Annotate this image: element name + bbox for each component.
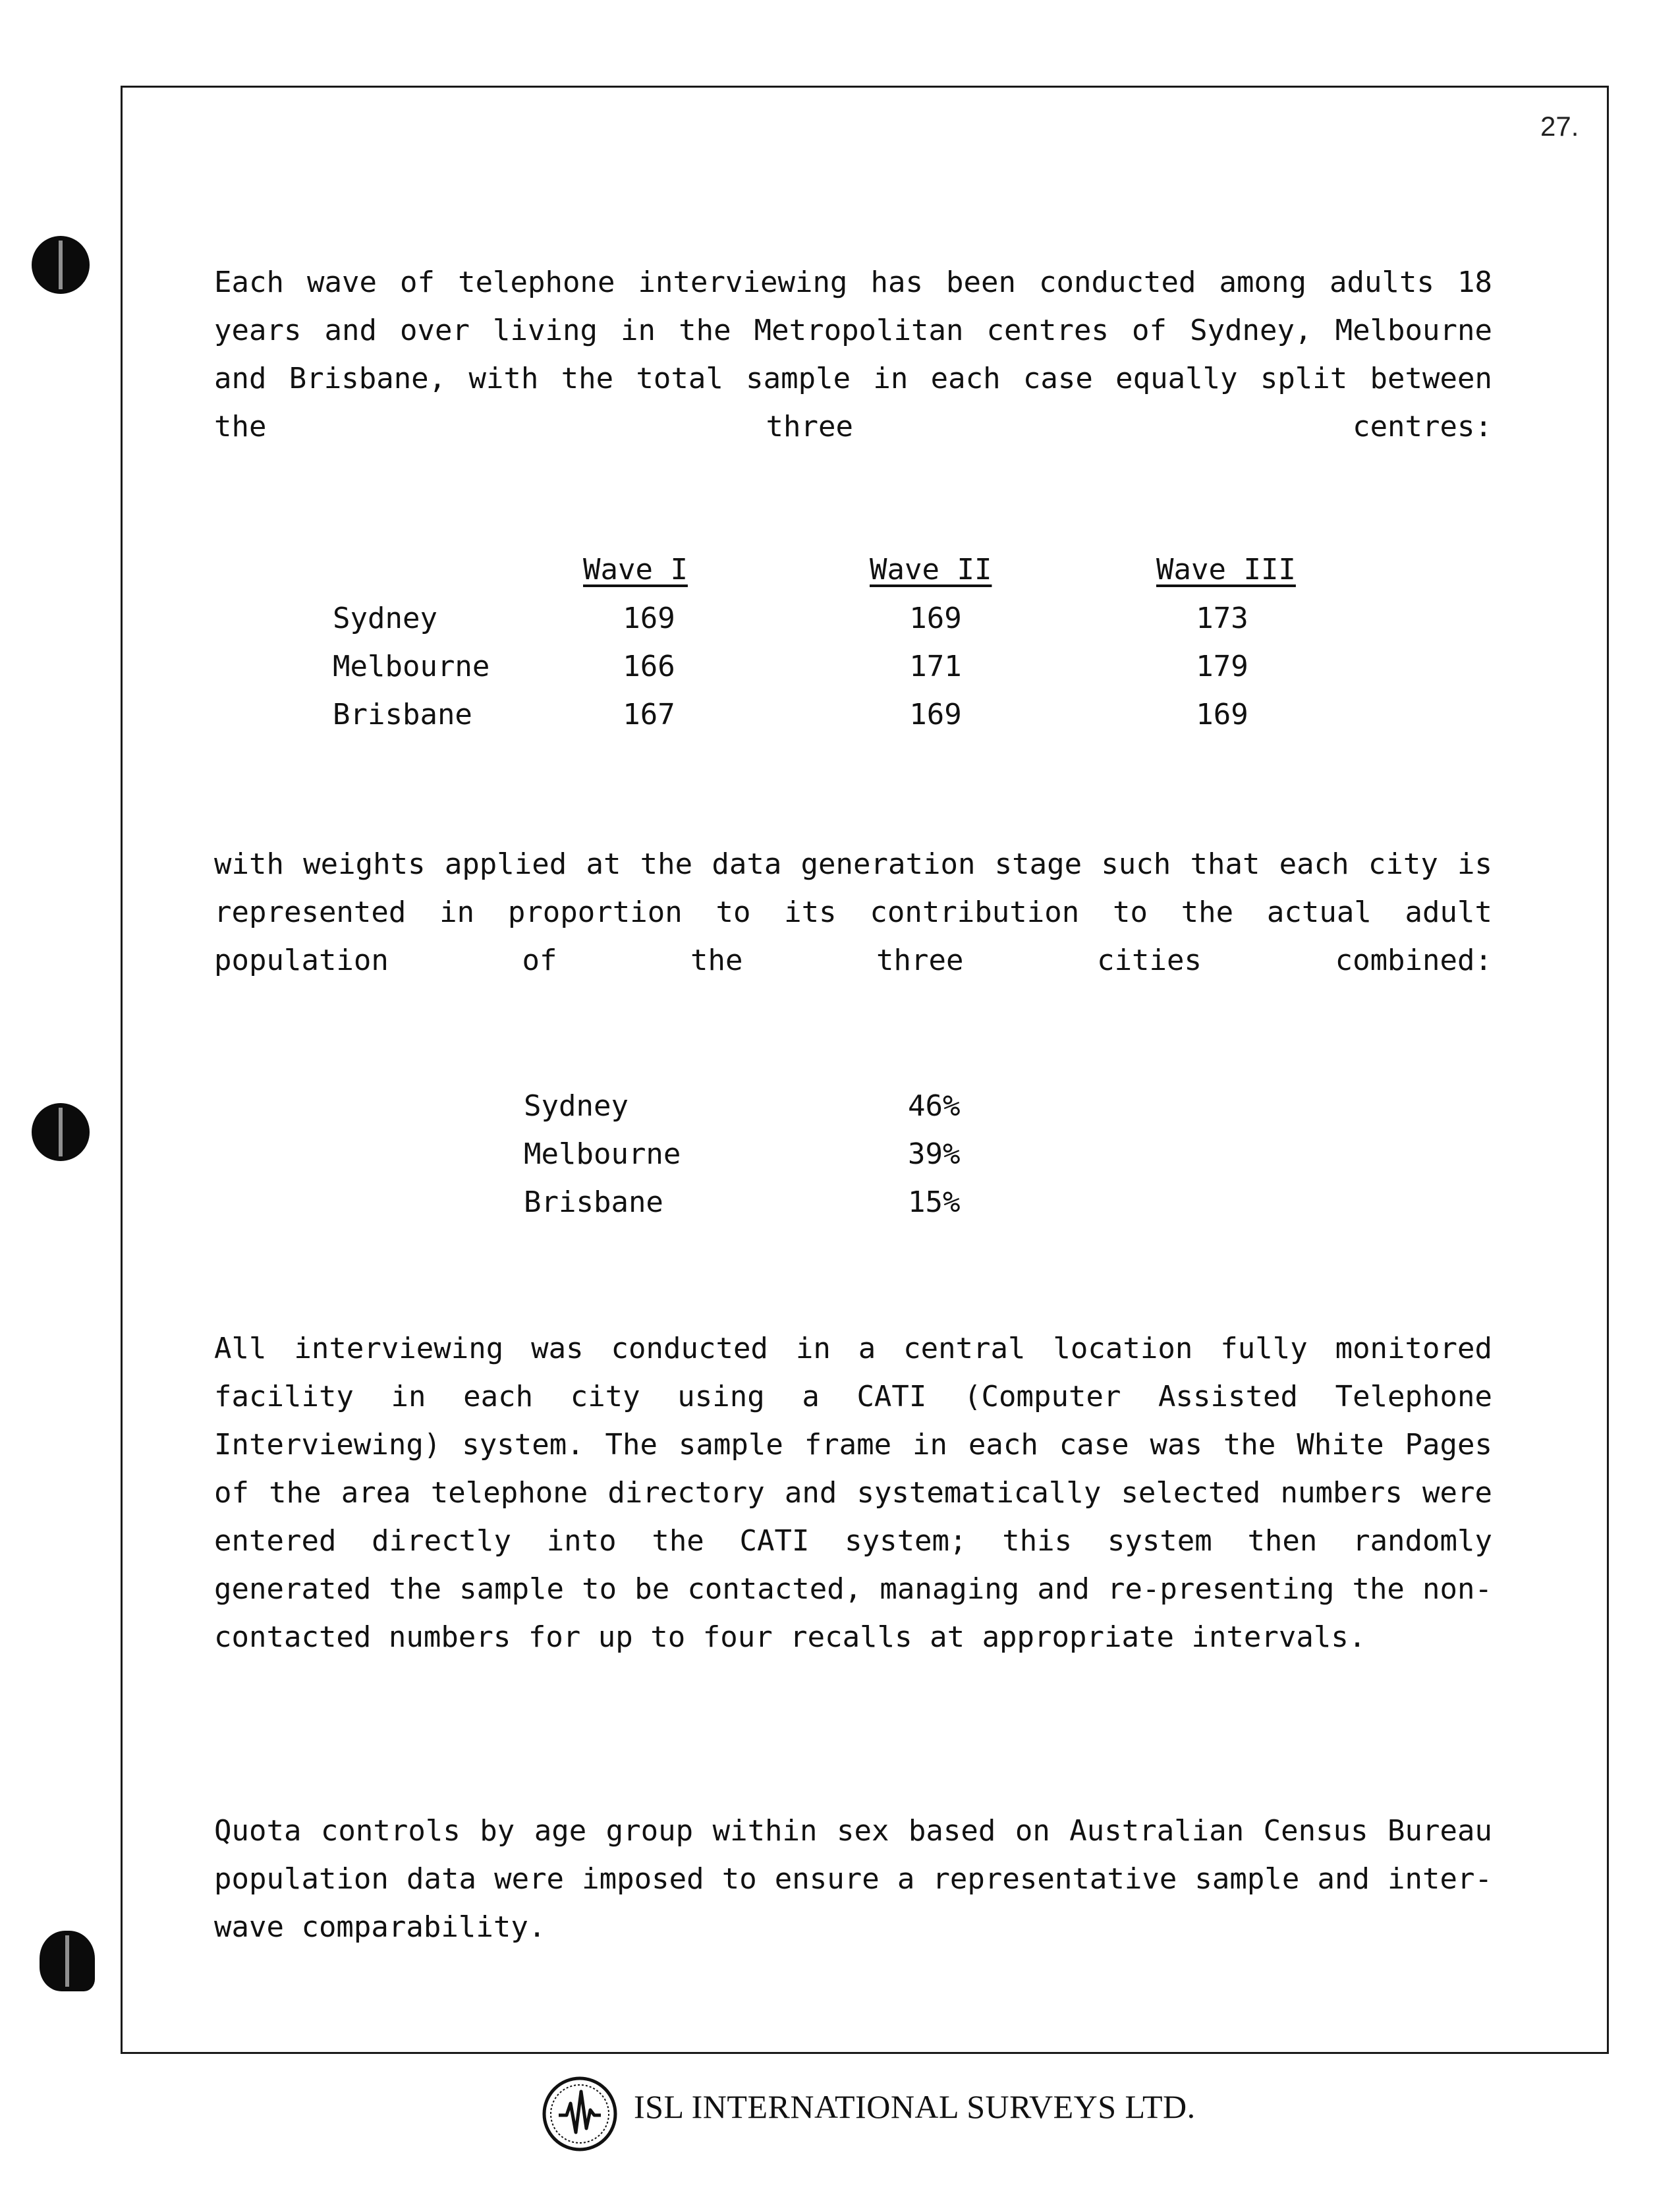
table-row-label: Melbourne: [524, 1137, 681, 1171]
paragraph-weighting: with weights applied at the data generation stage such that each city is represented in proportion to its contribution to the actual adult population of the three cities combined:: [214, 847, 1492, 977]
table-cell: 171: [909, 650, 962, 683]
isl-logo-icon: [540, 2074, 619, 2153]
paragraph-quota-controls: Quota controls by age group within sex based on Australian Census Bureau population data were imposed to ensure a representative sample and inter-wave comparability.: [214, 1814, 1492, 1944]
table-cell: 169: [623, 602, 675, 635]
table-cell: 169: [1196, 698, 1248, 731]
table-cell: 39%: [908, 1137, 961, 1171]
table-row-label: Melbourne: [333, 650, 490, 683]
table-row-label: Brisbane: [524, 1185, 663, 1219]
table-cell: 169: [909, 602, 962, 635]
table-cell: 179: [1196, 650, 1248, 683]
table-row-label: Sydney: [524, 1089, 629, 1123]
table-row-label: Brisbane: [333, 698, 472, 731]
table-cell: 169: [909, 698, 962, 731]
table-cell: 166: [623, 650, 675, 683]
table-cell: 15%: [908, 1185, 961, 1219]
table-cell: 173: [1196, 602, 1248, 635]
paragraph-interviewing: All interviewing was conducted in a central location fully monitored facility in each city using a CATI (Computer Assisted Telephone Interviewing) system. The sample frame in each case was the White Pages of the area telephone directory and systematically selected numbers were entered directly into the CATI system; this system then randomly generated the sample to be contacted, managing and re-presenting the non-contacted numbers for up to four recalls at appropriate intervals.: [214, 1332, 1492, 1654]
table-header-wave-2: Wave II: [870, 553, 992, 586]
table-header-wave-1: Wave I: [583, 553, 688, 586]
table-cell: 167: [623, 698, 675, 731]
paragraph-sampling: Each wave of telephone interviewing has been conducted among adults 18 years and over living in the Metropolitan centres of Sydney, Melbourne and Brisbane, with the total sample in each case equally split between the three centres:: [214, 266, 1492, 443]
table-header-wave-3: Wave III: [1156, 553, 1296, 586]
page-number: 27.: [1540, 111, 1579, 142]
company-name: ISL INTERNATIONAL SURVEYS LTD.: [634, 2088, 1196, 2125]
binder-hole-middle: [32, 1103, 90, 1161]
binder-hole-bottom: [40, 1931, 95, 1991]
binder-hole-top: [32, 236, 90, 294]
table-cell: 46%: [908, 1089, 961, 1123]
table-row-label: Sydney: [333, 602, 437, 635]
